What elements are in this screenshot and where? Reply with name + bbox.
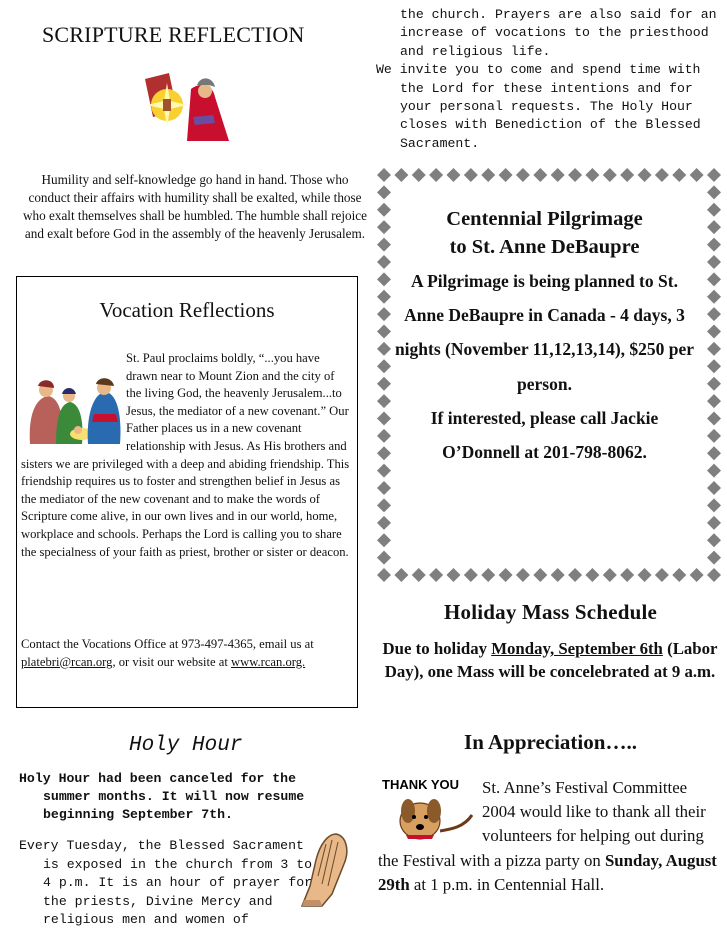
border-diamond (499, 168, 513, 182)
border-diamond (412, 168, 426, 182)
holy-hour-body-text: Every Tuesday, the Blessed Sacrament is exposed in the church from 3 to 4 p.m. It is an hour of prayer for the priests, Divine Mercy and religious men and women of (19, 838, 313, 927)
border-diamond (707, 429, 721, 443)
border-diamond (707, 325, 721, 339)
border-diamond (707, 551, 721, 565)
border-diamond (707, 307, 721, 321)
border-diamond (707, 377, 721, 391)
holiday-mass-text (376, 637, 724, 683)
holy-hour-line-rest: summer months. It will now resume beginning September 7th. (43, 789, 305, 822)
scripture-illustration (143, 71, 231, 143)
border-diamond (481, 168, 495, 182)
border-diamond (620, 168, 634, 182)
border-diamond (672, 168, 686, 182)
border-diamond (377, 464, 391, 478)
border-diamond (377, 255, 391, 269)
image-float-spacer (378, 776, 482, 848)
border-diamond (429, 568, 443, 582)
border-diamond (464, 168, 478, 182)
border-diamond (707, 533, 721, 547)
border-diamond (412, 568, 426, 582)
border-diamond (377, 411, 391, 425)
border-diamond (690, 568, 704, 582)
continuation-para2: We invite you to come and spend time with the Lord for these intentions and for your personal requests. The Holy Hour closes with Benediction of the Blessed Sacrament. (376, 62, 701, 151)
border-diamond (707, 255, 721, 269)
border-diamond (533, 568, 547, 582)
border-diamond (377, 446, 391, 460)
border-diamond (585, 568, 599, 582)
contact-prefix: Contact the Vocations Office at 973-497-4365, email us at (21, 637, 314, 651)
border-diamond (707, 516, 721, 530)
border-diamond (377, 568, 391, 582)
border-diamond (481, 568, 495, 582)
border-diamond (551, 568, 565, 582)
border-diamond (446, 568, 460, 582)
holy-hour-announcement (19, 770, 364, 824)
border-diamond (707, 498, 721, 512)
continuation-para1: the church. Prayers are also said for an increase of vocations to the priesthood and religious life. (400, 7, 717, 59)
border-diamond (377, 533, 391, 547)
pilgrimage-title (392, 205, 697, 261)
border-diamond (377, 168, 391, 182)
border-diamond (707, 464, 721, 478)
border-diamond (707, 220, 721, 234)
border-diamond (377, 394, 391, 408)
border-diamond (672, 568, 686, 582)
border-diamond (603, 168, 617, 182)
border-diamond (377, 238, 391, 252)
holy-hour-body (19, 837, 388, 930)
border-diamond (464, 568, 478, 582)
border-diamond (551, 168, 565, 182)
border-diamond (585, 168, 599, 182)
border-diamond (499, 568, 513, 582)
border-diamond (707, 272, 721, 286)
border-diamond (516, 168, 530, 182)
border-diamond (446, 168, 460, 182)
image-float-spacer (21, 350, 126, 446)
appreciation-title: In Appreciation….. (464, 730, 637, 754)
border-diamond (377, 220, 391, 234)
appreciation-body-suffix: at 1 p.m. in Centennial Hall. (409, 874, 605, 894)
appreciation-body (378, 776, 720, 897)
contact-middle: , or visit our website at (112, 654, 232, 669)
border-diamond (377, 481, 391, 495)
thank-you-text: THANK YOU (382, 777, 460, 792)
holiday-mass-title: Holiday Mass Schedule (443, 600, 658, 624)
border-diamond (568, 168, 582, 182)
border-diamond (638, 168, 652, 182)
holiday-date: Monday, September 6th (491, 639, 663, 658)
border-diamond (394, 568, 408, 582)
border-diamond (655, 168, 669, 182)
border-diamond (377, 203, 391, 217)
vocation-body (21, 350, 352, 561)
border-diamond (377, 498, 391, 512)
border-diamond (638, 568, 652, 582)
border-diamond (603, 568, 617, 582)
holy-hour-continuation (376, 6, 721, 153)
border-diamond (377, 551, 391, 565)
website-link[interactable]: www.rcan.org. (231, 654, 306, 669)
vocation-title: Vocation Reflections (99, 298, 275, 322)
border-diamond (377, 185, 391, 199)
appreciation-date: Sunday, August 29th (378, 850, 717, 894)
holiday-prefix: Due to holiday (382, 639, 492, 658)
holy-hour-title: Holy Hour (129, 734, 243, 757)
border-diamond (429, 168, 443, 182)
border-diamond (533, 168, 547, 182)
border-diamond (707, 481, 721, 495)
border-diamond (394, 168, 408, 182)
email-link[interactable]: platebri@rcan.org (21, 654, 113, 669)
vocation-contact (21, 636, 352, 671)
holiday-suffix: (Labor Day), one Mass will be concelebrated at 9 a.m. (384, 639, 718, 681)
border-diamond (707, 203, 721, 217)
border-diamond (655, 568, 669, 582)
border-diamond (707, 290, 721, 304)
pilgrimage-body2: If interested, please call Jackie O’Donnell at 201-798-8062. (430, 407, 659, 463)
pilgrimage-title-line1: Centennial Pilgrimage (446, 208, 643, 230)
border-diamond (620, 568, 634, 582)
appreciation-body-prefix: St. Anne’s Festival Committee 2004 would like to thank all their volunteers for helping out during the Festival with a pizza party on (378, 778, 706, 870)
border-diamond (377, 272, 391, 286)
border-diamond (707, 411, 721, 425)
border-diamond (707, 359, 721, 373)
border-diamond (707, 185, 721, 199)
border-diamond (377, 342, 391, 356)
border-diamond (377, 307, 391, 321)
pilgrimage-title-line2: to St. Anne DeBaupre (449, 236, 640, 258)
border-diamond (690, 168, 704, 182)
border-diamond (377, 516, 391, 530)
holy-hour-line1: Holy Hour had been canceled for the (19, 771, 296, 786)
border-diamond (377, 377, 391, 391)
pilgrimage-body (392, 264, 697, 469)
border-diamond (707, 342, 721, 356)
border-diamond (707, 168, 721, 182)
pilgrimage-body1: A Pilgrimage is being planned to St. Anne DeBaupre in Canada - 4 days, 3 nights (November 11,12,13,14), $250 per person. (394, 271, 695, 394)
border-diamond (707, 568, 721, 582)
border-diamond (707, 446, 721, 460)
border-diamond (377, 325, 391, 339)
scripture-text: Humility and self-knowledge go hand in hand. Those who conduct their affairs with humility shall be exalted, while those who exalt themselves shall be humbled. The humble shall rejoice and exalt before God in the assembly of the heavenly Jerusalem. (22, 172, 367, 241)
scripture-title: SCRIPTURE REFLECTION (42, 22, 305, 47)
border-diamond (568, 568, 582, 582)
border-diamond (377, 359, 391, 373)
border-diamond (707, 394, 721, 408)
border-diamond (377, 429, 391, 443)
border-diamond (516, 568, 530, 582)
vocation-body-text: St. Paul proclaims boldly, “...you have drawn near to Mount Zion and the city of the living God, the heavenly Jerusalem...to Jesus, the mediator of a new covenant.” Our Father places us in a new covenant relationship with Jesus. As His brothers and sisters we are privileged with a deep and abiding friendship. This friendship requires us to foster and strengthen belief in Jesus as the mediator of the new covenant and to make the words of Scripture come alive, in our own lives and in our world, home, workplace and schools. Perhaps the Lord is calling you to share the specialness of your faith as priest, brother or sister or deacon. (21, 351, 350, 559)
border-diamond (377, 290, 391, 304)
border-diamond (707, 238, 721, 252)
